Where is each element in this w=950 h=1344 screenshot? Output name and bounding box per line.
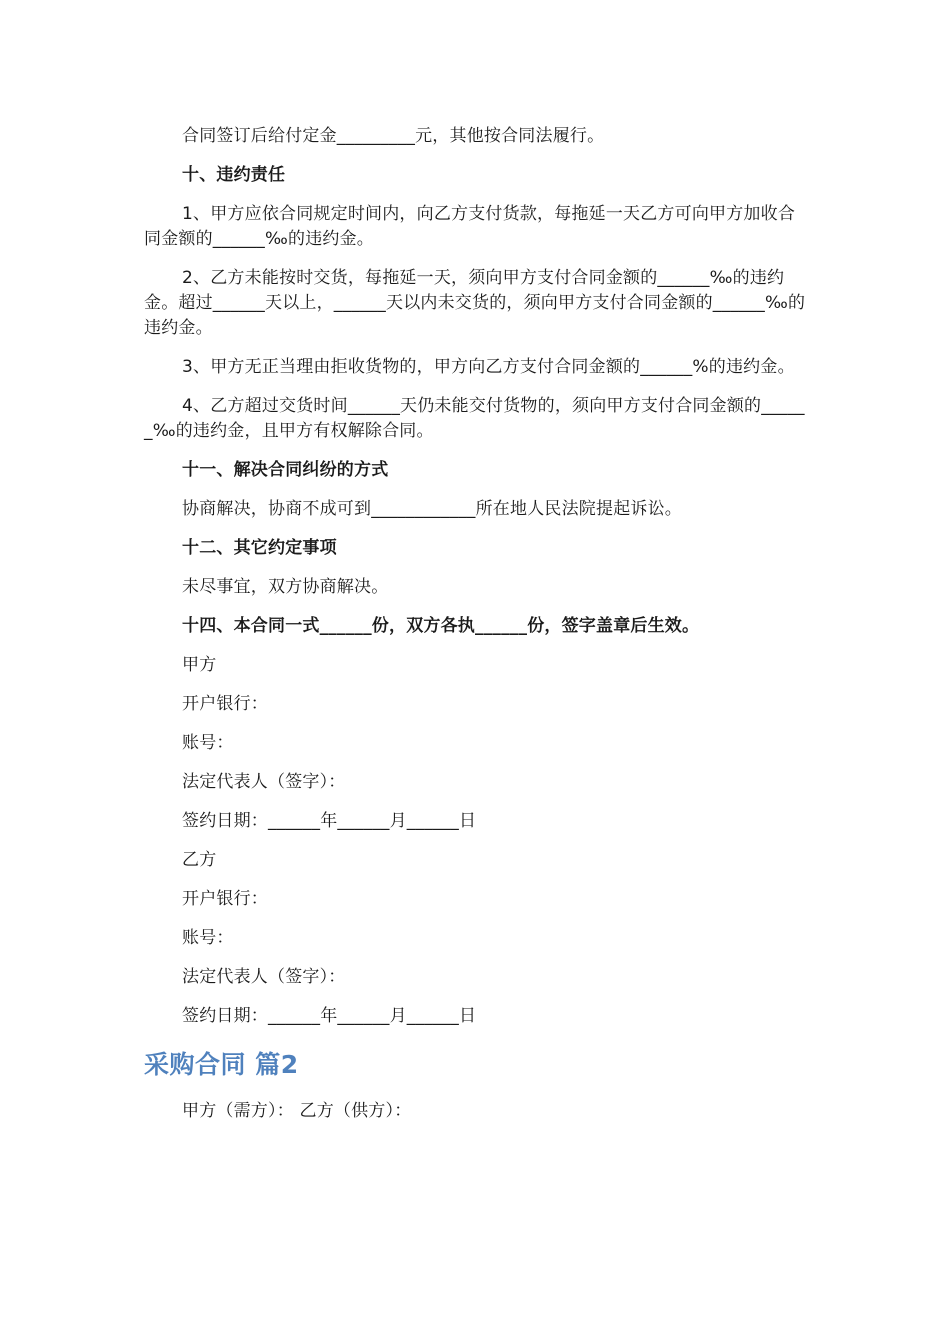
party-b-bank: 开户银行： [182, 889, 268, 909]
contract-2-parties: 甲方（需方）： 乙方（供方）： [182, 1101, 412, 1121]
section-10-item-4: 4、乙方超过交货时间______天仍未能交付货物的，须向甲方支付合同金额的______‰的违约金，且甲方有权解除合同。 [144, 396, 805, 441]
party-a-bank: 开户银行： [182, 694, 268, 714]
party-a-sign-date: 签约日期：______年______月______日 [182, 811, 477, 831]
party-b-label: 乙方 [182, 850, 217, 870]
party-a-account: 账号： [182, 733, 234, 753]
section-11-heading: 十一、解决合同纠纷的方式 [182, 460, 389, 480]
section-12-heading: 十二、其它约定事项 [182, 538, 337, 558]
section-10-item-2: 2、乙方未能按时交货，每拖延一天，须向甲方支付合同金额的______‰的违约金。超过______天以上，______天以内未交货的，须向甲方支付合同金额的______‰的违约金。 [144, 268, 806, 338]
party-b-account: 账号： [182, 928, 234, 948]
section-10-item-1: 1、甲方应依合同规定时间内，向乙方支付货款，每拖延一天乙方可向甲方加收合同金额的______‰的违约金。 [144, 204, 796, 249]
party-b-sign-date: 签约日期：______年______月______日 [182, 1006, 477, 1026]
section-14-heading: 十四、本合同一式______份，双方各执______份，签字盖章后生效。 [182, 616, 700, 636]
party-a-label: 甲方 [182, 655, 217, 675]
party-b-representative: 法定代表人（签字）： [182, 967, 346, 987]
section-11-text: 协商解决，协商不成可到____________所在地人民法院提起诉讼。 [182, 499, 682, 519]
section-12-text: 未尽事宜，双方协商解决。 [182, 577, 389, 597]
party-a-representative: 法定代表人（签字）： [182, 772, 346, 792]
document-body [144, 124, 806, 1138]
contract-2-title: 采购合同 篇2 [144, 1050, 299, 1079]
section-10-item-3: 3、甲方无正当理由拒收货物的，甲方向乙方支付合同金额的______%的违约金。 [182, 357, 795, 377]
deposit-clause: 合同签订后给付定金_________元，其他按合同法履行。 [182, 126, 605, 146]
section-10-heading: 十、违约责任 [182, 165, 286, 185]
